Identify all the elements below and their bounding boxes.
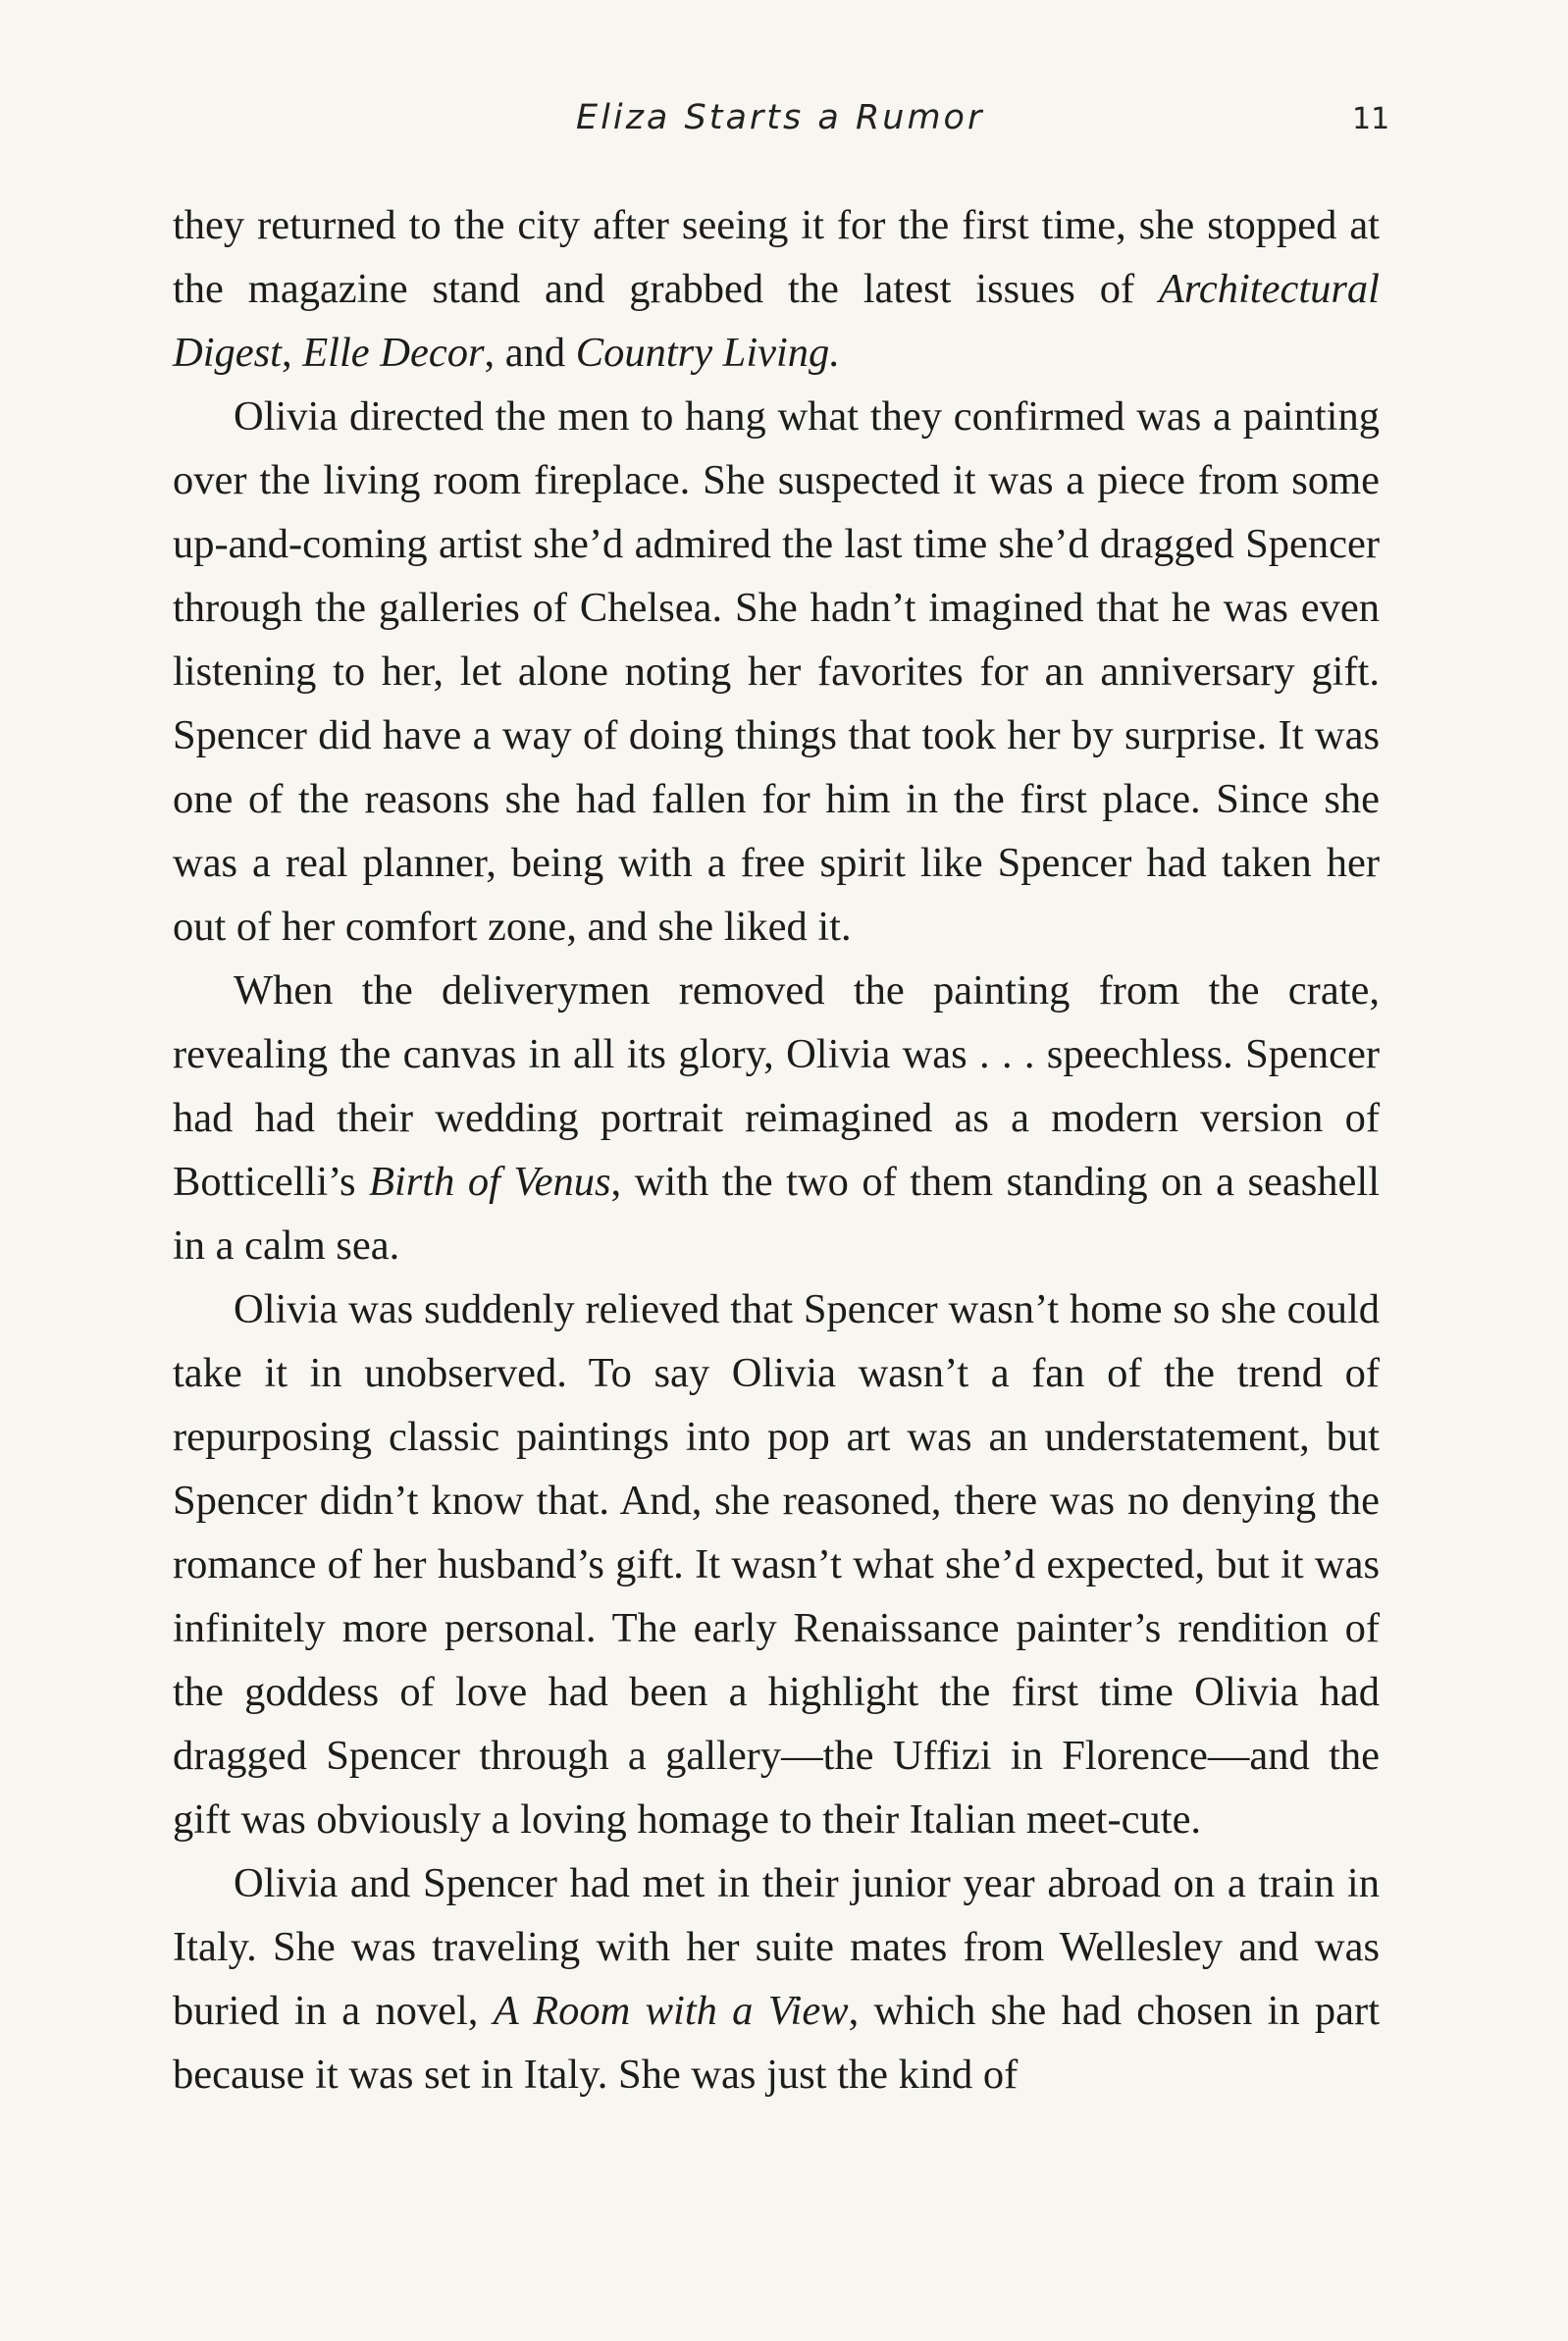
novel-title: A Room with a View	[493, 1988, 849, 2034]
page-number: 11	[1352, 102, 1390, 136]
paragraph-1: they returned to the city after seeing it for the first time, she stopped at the magazine stand and grabbed the latest issues of Architectural Digest, Elle Decor, and Country Living.	[173, 202, 1380, 376]
paragraph-5: Olivia and Spencer had met in their junior year abroad on a train in Italy. She was traveling with her suite mates from Wellesley and was buried in a novel, A Room with a View, which she had chosen in part because it was set in Italy. She was just the kind of	[173, 1860, 1380, 2098]
paragraph-2: Olivia directed the men to hang what they confirmed was a painting over the living room fireplace. She suspected it was a piece from some up-and-coming artist she’d admired the last time she’d dragged Spencer through the galleries of Chelsea. She hadn’t imagined that he was even listening to her, let alone noting her favorites for an anniversary gift. Spencer did have a way of doing things that took her by surprise. It was one of the reasons she had fallen for him in the first place. Since she was a real planner, being with a free spirit like Spencer had taken her out of her comfort zone, and she liked it.	[173, 393, 1380, 950]
paragraph-3: When the deliverymen removed the painting from the crate, revealing the canvas in all its glory, Olivia was . . . speechless. Spencer had had their wedding portrait reimagined as a modern version of Botticelli’s Birth of Venus, with the two of them standing on a seashell in a calm sea.	[173, 967, 1381, 1269]
paragraph-4: Olivia was suddenly relieved that Spencer wasn’t home so she could take it in unobserved. To say Olivia wasn’t a fan of the trend of repurposing classic paintings into pop art was an understatement, but Spencer didn’t know that. And, she reasoned, there was no denying the romance of her husband’s gift. It wasn’t what she’d expected, but it was infinitely more personal. The early Renaissance painter’s rendition of the goddess of love had been a highlight the first time Olivia had dragged Spencer through a gallery—the Uffizi in Florence—and the gift was obviously a loving homage to their Italian meet-cute.	[173, 1286, 1380, 1843]
chapter-title: Eliza Starts a Rumor	[576, 98, 985, 137]
magazine-title: Country Living	[575, 330, 830, 376]
magazine-title: Elle Decor	[302, 330, 485, 376]
artwork-title: Birth of Venus	[369, 1159, 611, 1205]
running-head	[0, 98, 1568, 147]
body-text	[173, 193, 1380, 2107]
magazine-title: Architectural Digest	[173, 266, 1380, 376]
